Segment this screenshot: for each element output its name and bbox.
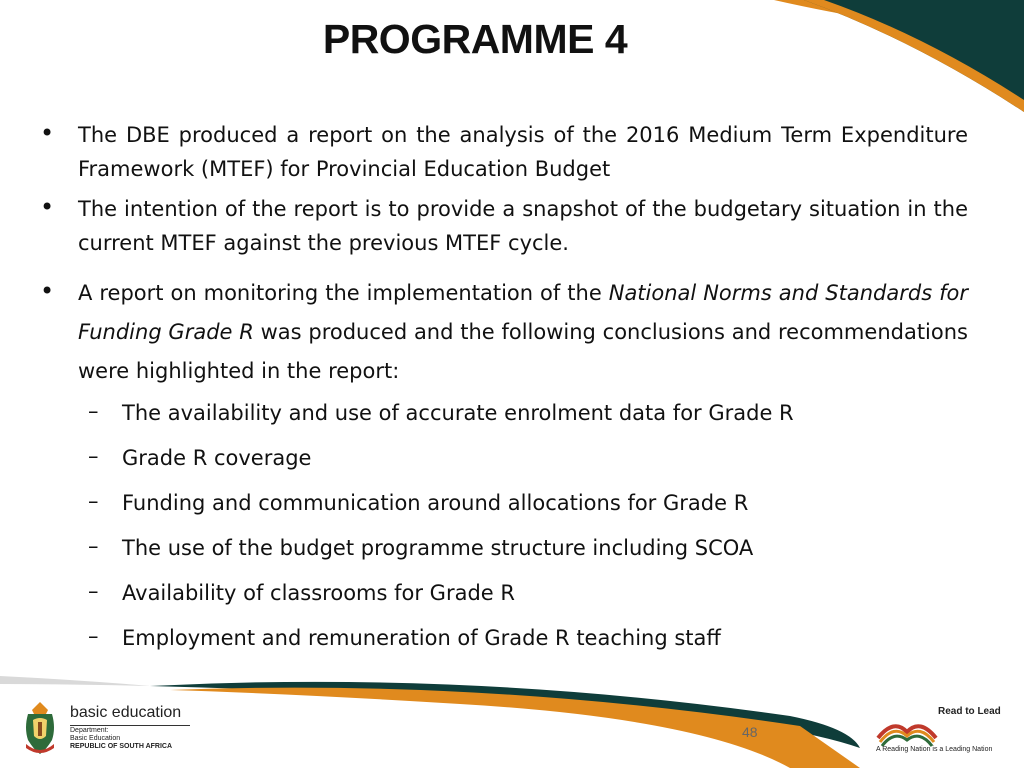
dept-line: REPUBLIC OF SOUTH AFRICA [70,743,173,750]
dash-glyph: – [88,624,99,648]
department-text [70,727,172,751]
bullet-glyph: • [40,193,55,221]
slide-title: PROGRAMME 4 [322,16,628,62]
sub-item [40,526,968,571]
read-to-lead-tagline: A Reading Nation is a Leading Nation [876,746,993,753]
sub-item-text: The use of the budget programme structure including SCOA [122,536,754,560]
sub-item [40,436,968,481]
sub-item-text: Funding and communication around allocations for Grade R [122,491,749,515]
dash-glyph: – [88,444,99,468]
bullet-glyph: • [40,119,55,147]
bullet-text-italic: National Norms and Standards for Funding Grade R [78,281,968,344]
bullet-text-part: A report on monitoring the implementation of the [78,281,609,305]
sub-item-text: Employment and remuneration of Grade R teaching staff [122,626,721,650]
dash-glyph: – [88,579,99,603]
sub-item-text: Availability of classrooms for Grade R [122,581,515,605]
bullet-item [40,192,968,260]
bullet-text [78,274,968,391]
bullet-text: The intention of the report is to provide a snapshot of the budgetary situation in the current MTEF against the previous MTEF cycle. [78,197,968,255]
department-logo [20,700,190,758]
brand-text: basic education [70,704,182,721]
sub-item [40,481,968,526]
read-to-lead-title: Read to Lead [938,706,1001,717]
sub-item [40,616,968,661]
sub-list [40,391,968,661]
bullet-glyph: • [40,277,55,305]
coat-of-arms-icon [20,700,60,756]
dept-line: Basic Education [70,735,121,742]
bullet-text: The DBE produced a report on the analysis of the 2016 Medium Term Expenditure Framework (MTEF) for Provincial Education Budget [78,123,968,181]
book-icon [874,708,940,748]
dash-glyph: – [88,534,99,558]
sub-item [40,391,968,436]
page-number: 48 [742,724,758,740]
dept-line: Department: [70,727,109,734]
dash-glyph: – [88,399,99,423]
logo-divider [70,725,190,726]
read-to-lead-logo [874,700,1014,760]
dash-glyph: – [88,489,99,513]
bullet-item [40,274,968,391]
slide-content [40,118,968,661]
sub-item-text: The availability and use of accurate enrolment data for Grade R [122,401,794,425]
bullet-text-part: was produced and the following conclusions and recommendations were highlighted in the report: [78,320,968,383]
sub-item-text: Grade R coverage [122,446,312,470]
sub-item [40,571,968,616]
bullet-item [40,118,968,186]
